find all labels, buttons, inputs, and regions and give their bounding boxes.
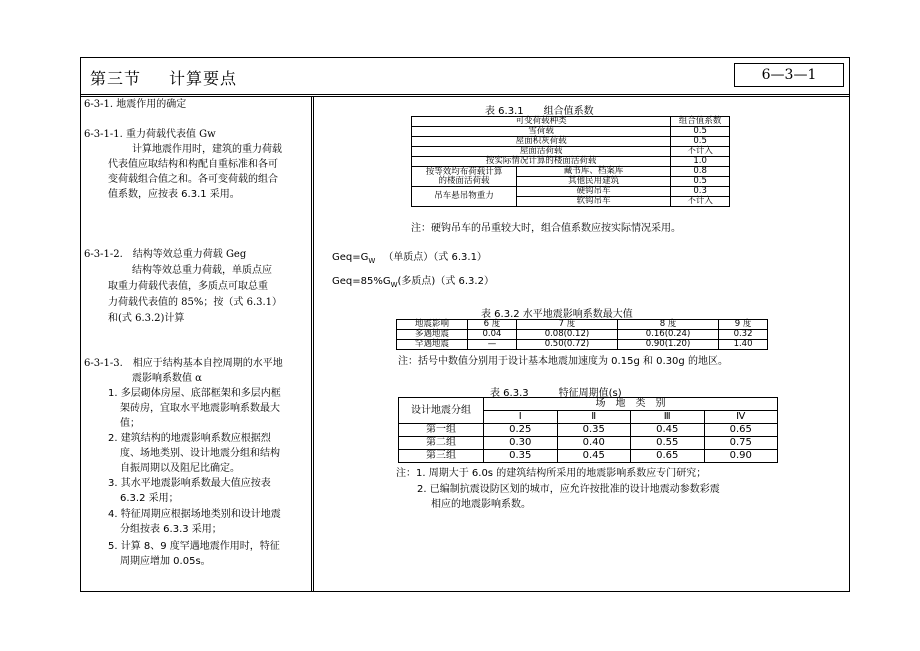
heading-6312: 6-3-1-2. 结构等效总重力荷载 Geg	[84, 249, 247, 260]
table-cell: 不计入	[671, 197, 730, 207]
item-2-line1: 2. 建筑结构的地震影响系数应根据烈	[108, 433, 271, 444]
heading-6313-line1: 6-3-1-3. 相应于结构基本自控周期的水平地	[84, 358, 283, 369]
table1-note: 注：硬钩吊车的吊重较大时，组合值系数应按实际情况采用。	[411, 223, 681, 234]
table-cell: 组合值系数	[671, 117, 730, 127]
item-1-line1: 1. 多层砌体房屋、底部框架和多层内框	[108, 388, 281, 399]
table-row	[412, 137, 730, 147]
table-cell: 0.08(0.12)	[516, 330, 617, 340]
table-row	[399, 424, 778, 437]
table-row	[399, 437, 778, 450]
table-cell: 0.32	[719, 330, 768, 340]
table-cell: 0.90(1.20)	[617, 340, 718, 350]
table-cell: 藏书库、档案库	[517, 167, 671, 177]
table-cell: 屋面积灰荷载	[412, 137, 671, 147]
table-cell: 0.40	[557, 437, 631, 450]
table-row	[412, 127, 730, 137]
table-cell: 第二组	[399, 437, 484, 450]
table-631	[411, 116, 730, 207]
table-cell: —	[468, 340, 517, 350]
table-cell: 第一组	[399, 424, 484, 437]
table2-note: 注：括号中数值分别用于设计基本地震加速度为 0.15g 和 0.30g 的地区。	[398, 356, 728, 367]
table-cell: 地震影响	[397, 320, 468, 330]
formula-632-tail: (多质点)（式 6.3.2）	[397, 276, 494, 287]
table-cell: 0.45	[631, 424, 705, 437]
table-row	[412, 157, 730, 167]
formula-631	[332, 250, 487, 269]
table-cell: 0.65	[631, 450, 705, 463]
item-3-line2: 6.3.2 采用；	[120, 493, 179, 504]
table-cell: 8 度	[617, 320, 718, 330]
table-cell: 罕遇地震	[397, 340, 468, 350]
table-cell: 0.75	[704, 437, 778, 450]
formula-631-sub: W	[368, 257, 376, 265]
para-6312-line3: 力荷载代表值的 85%；按（式 6.3.1）	[108, 297, 283, 308]
table-cell: 软钩吊车	[517, 197, 671, 207]
table-cell: 可变荷载种类	[412, 117, 671, 127]
column-divider-inner	[313, 96, 314, 592]
table-cell: 1.0	[671, 157, 730, 167]
table-cell: 0.8	[671, 167, 730, 177]
item-2-line3: 自振周期以及阻尼比确定。	[120, 463, 240, 474]
table-cell: 0.55	[631, 437, 705, 450]
table-row	[412, 117, 730, 127]
table-cell: 硬钩吊车	[517, 187, 671, 197]
table-cell: Ⅱ	[557, 411, 631, 424]
table-cell: 场 地 类 别	[484, 398, 778, 411]
para-6311-line3: 变荷载组合值之和。各可变荷载的组合	[108, 174, 278, 185]
table-cell: 0.35	[484, 450, 558, 463]
table3-note-2b: 相应的地震影响系数。	[431, 499, 531, 510]
table-cell: 0.35	[557, 424, 631, 437]
item-4-line1: 4. 特征周期应根据场地类别和设计地震	[108, 509, 281, 520]
table-cell: 不计入	[671, 147, 730, 157]
table-cell: 0.5	[671, 137, 730, 147]
table-row	[412, 167, 730, 177]
table-cell: 设计地震分组	[399, 398, 484, 424]
para-6312-line1: 结构等效总重力荷载，单质点应	[132, 265, 272, 276]
table-cell: Ⅰ	[484, 411, 558, 424]
header-divider	[80, 94, 850, 95]
table2-caption: 表 6.3.2 水平地震影响系数最大值	[481, 309, 633, 320]
table-cell: 0.25	[484, 424, 558, 437]
item-3-line1: 3. 其水平地震影响系数最大值应按表	[108, 478, 271, 489]
table-row	[412, 147, 730, 157]
formula-632	[332, 274, 494, 293]
table3-note-1: 注：1. 周期大于 6.0s 的建筑结构所采用的地震影响系数应专门研究；	[396, 468, 707, 479]
header-divider-inner	[80, 96, 850, 97]
table-cell: 9 度	[719, 320, 768, 330]
table-cell: 0.30	[484, 437, 558, 450]
formula-632-lhs: Geq=85%G	[332, 276, 391, 287]
table-cell: 0.45	[557, 450, 631, 463]
table-row	[397, 320, 768, 330]
para-6312-line4: 和(式 6.3.2)计算	[108, 313, 185, 324]
table-row	[399, 398, 778, 411]
formula-631-lhs: Geq=G	[332, 252, 369, 263]
table-row	[397, 340, 768, 350]
table-cell: 0.5	[671, 127, 730, 137]
table-row	[412, 187, 730, 197]
formula-631-tail: （单质点）（式 6.3.1）	[383, 252, 487, 263]
table3-caption: 表 6.3.3 特征周期值(s)	[490, 388, 622, 399]
table-cell: 按实际情况计算的楼面活荷载	[412, 157, 671, 167]
table-cell: 0.5	[671, 177, 730, 187]
table-cell: Ⅳ	[704, 411, 778, 424]
table-cell: 第三组	[399, 450, 484, 463]
table-cell: Ⅲ	[631, 411, 705, 424]
table-cell: 0.3	[671, 187, 730, 197]
table-cell: 7 度	[516, 320, 617, 330]
table-cell: 屋面活荷载	[412, 147, 671, 157]
page-code: 6—3—1	[734, 63, 844, 87]
table-row	[397, 330, 768, 340]
heading-6313-line2: 震影响系数值 α	[132, 373, 202, 384]
table-cell: 0.90	[704, 450, 778, 463]
para-6311-line1: 计算地震作用时，建筑的重力荷载	[132, 144, 282, 155]
column-divider	[311, 96, 312, 592]
heading-6311: 6-3-1-1. 重力荷载代表值 Gw	[84, 129, 216, 140]
table1-caption: 表 6.3.1 组合值系数	[485, 106, 594, 117]
para-6311-line2: 代表值应取结构和构配自重标准和各可	[108, 159, 278, 170]
table-cell: 0.16(0.24)	[617, 330, 718, 340]
table-cell: 雪荷载	[412, 127, 671, 137]
formula-632-sub: W	[390, 281, 398, 289]
section-heading: 计算要点	[169, 69, 238, 88]
table-cell: 吊车悬吊物重力	[412, 187, 517, 207]
item-2-line2: 度、场地类别、设计地震分组和结构	[120, 448, 280, 459]
table-cell: 多遇地震	[397, 330, 468, 340]
table-row	[399, 450, 778, 463]
table-cell: 0.04	[468, 330, 517, 340]
table-632	[396, 319, 768, 350]
para-6311-line4: 值系数，应按表 6.3.1 采用。	[108, 189, 240, 200]
item-1-line2: 架砖房，宜取水平地震影响系数最大	[120, 403, 280, 414]
table-cell: 1.40	[719, 340, 768, 350]
table3-note-2a: 2. 已编制抗震设防区划的城市，应允许按批准的设计地震动参数彩震	[417, 484, 720, 495]
table-633	[398, 397, 778, 463]
table-cell: 6 度	[468, 320, 517, 330]
group1-line2: 的楼面活荷载	[438, 175, 490, 186]
section-title	[90, 66, 237, 89]
para-6312-line2: 取重力荷载代表值，多质点可取总重	[108, 281, 268, 292]
item-1-line3: 值；	[120, 418, 140, 429]
table-cell: 其他民用建筑	[517, 177, 671, 187]
section-number: 第三节	[90, 69, 142, 88]
table-cell: 0.65	[704, 424, 778, 437]
table-cell: 0.50(0.72)	[516, 340, 617, 350]
item-4-line2: 分组按表 6.3.3 采用；	[120, 524, 222, 535]
group1-line1: 按等效均布荷载计算	[425, 166, 503, 177]
item-5-line1: 5. 计算 8、9 度罕遇地震作用时，特征	[108, 541, 280, 552]
heading-631: 6-3-1. 地震作用的确定	[84, 99, 187, 110]
table-cell	[412, 167, 517, 187]
item-5-line2: 周期应增加 0.05s。	[120, 556, 211, 567]
